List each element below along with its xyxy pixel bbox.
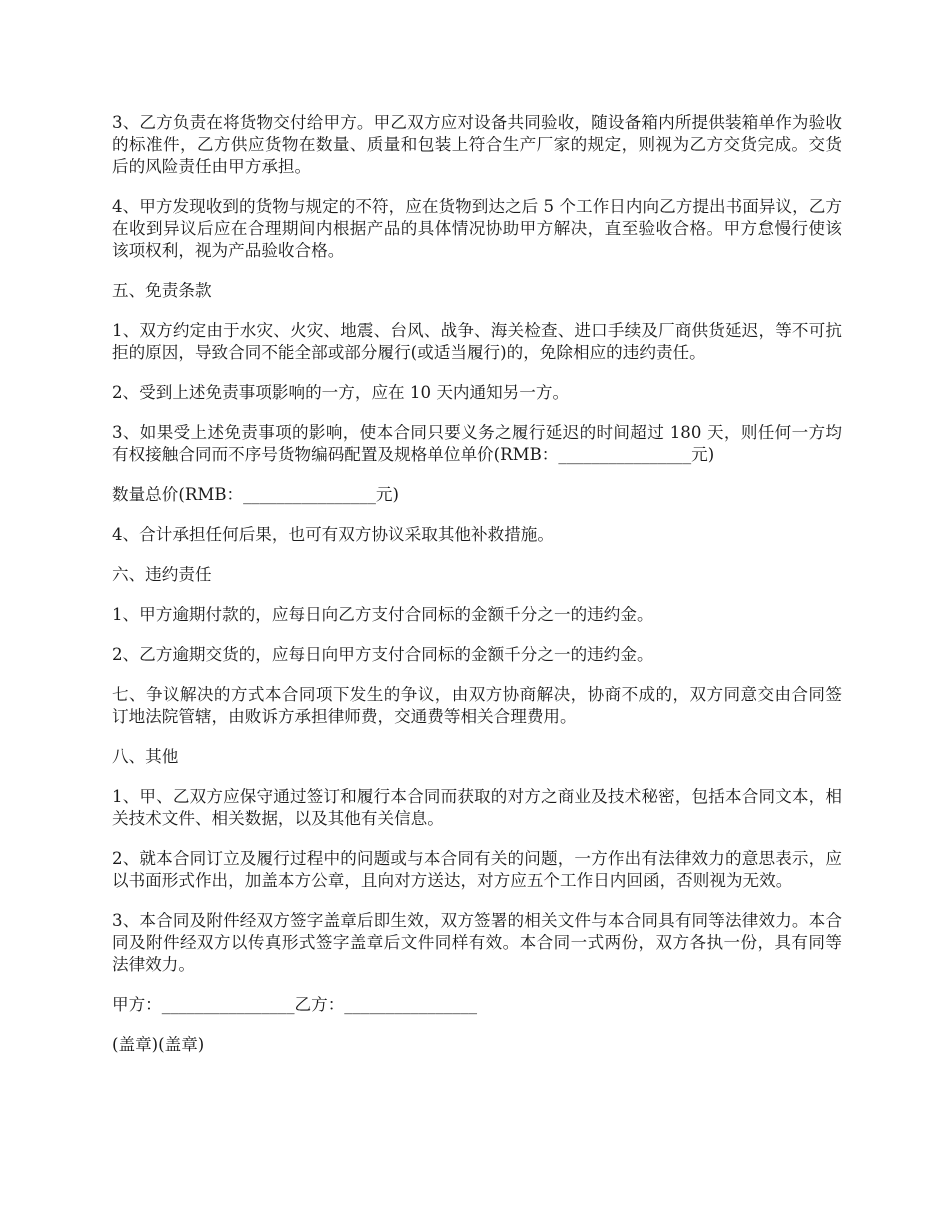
clause-paragraph: 3、本合同及附件经双方签字盖章后即生效，双方签署的相关文件与本合同具有同等法律效力。本合同及附件经双方以传真形式签字盖章后文件同样有效。本合同一式两份，双方各执一份，具有同等法律效力。 xyxy=(112,911,842,974)
section-heading: 六、违约责任 xyxy=(112,565,212,584)
section-heading: 五、免责条款 xyxy=(112,281,212,300)
clause-paragraph: 3、如果受上述免责事项的影响，使本合同只要义务之履行延迟的时间超过 180 天，则任何一方均有权接触合同而不序号货物编码配置及规格单位单价(RMB：________________元) xyxy=(112,423,842,464)
clause-paragraph: 1、甲、乙双方应保守通过签订和履行本合同而获取的对方之商业及技术秘密，包括本合同文本，相关技术文件、相关数据，以及其他有关信息。 xyxy=(112,787,842,828)
section-heading: 八、其他 xyxy=(112,747,179,766)
clause-paragraph: 2、乙方逾期交货的，应每日向甲方支付合同标的金额千分之一的违约金。 xyxy=(112,645,654,664)
clause-paragraph: 4、合计承担任何后果，也可有双方协议采取其他补救措施。 xyxy=(112,525,554,544)
total-price-line: 数量总价(RMB：________________元) xyxy=(112,485,399,504)
dispute-resolution-paragraph: 七、争议解决的方式本合同项下发生的争议，由双方协商解决，协商不成的，双方同意交由合同签订地法院管辖，由败诉方承担律师费，交通费等相关合理费用。 xyxy=(112,685,842,726)
document-body xyxy=(112,112,842,1074)
seal-line: (盖章)(盖章) xyxy=(112,1035,205,1054)
clause-paragraph: 3、乙方负责在将货物交付给甲方。甲乙双方应对设备共同验收，随设备箱内所提供装箱单作为验收的标准件，乙方供应货物在数量、质量和包装上符合生产厂家的规定，则视为乙方交货完成。交货后的风险责任由甲方承担。 xyxy=(112,113,842,176)
clause-paragraph: 1、甲方逾期付款的，应每日向乙方支付合同标的金额千分之一的违约金。 xyxy=(112,605,654,624)
clause-paragraph: 4、甲方发现收到的货物与规定的不符，应在货物到达之后 5 个工作日内向乙方提出书面异议，乙方在收到异议后应在合理期间内根据产品的具体情况协助甲方解决，直至验收合格。甲方怠慢行使该该项权利，视为产品验收合格。 xyxy=(112,197,842,260)
signature-line: 甲方：________________乙方：________________ xyxy=(112,995,478,1014)
clause-paragraph: 2、就本合同订立及履行过程中的问题或与本合同有关的问题，一方作出有法律效力的意思表示，应以书面形式作出，加盖本方公章，且向对方送达，对方应五个工作日内回函，否则视为无效。 xyxy=(112,849,842,890)
clause-paragraph: 2、受到上述免责事项影响的一方，应在 10 天内通知另一方。 xyxy=(112,383,570,402)
clause-paragraph: 1、双方约定由于水灾、火灾、地震、台风、战争、海关检查、进口手续及厂商供货延迟，等不可抗拒的原因，导致合同不能全部或部分履行(或适当履行)的，免除相应的违约责任。 xyxy=(112,321,842,362)
